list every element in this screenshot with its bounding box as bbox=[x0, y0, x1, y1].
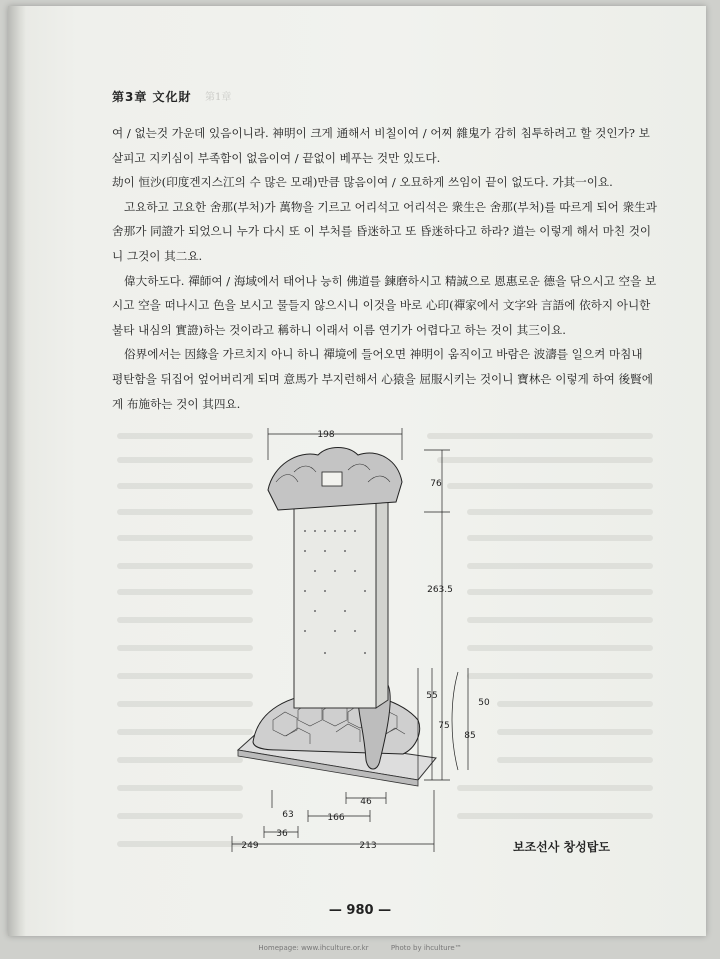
dim-foot: 36 bbox=[276, 829, 288, 839]
photo-credit bbox=[0, 944, 720, 952]
paragraph-1: 여 / 없는것 가운데 있음이니라. 神明이 크게 通해서 비칠이여 / 어찌 雜鬼가 감히 침투하려고 할 것인가? 보살피고 지키심이 부족함이 없음이여 / 끝없이 베푸는 것만 있도다. bbox=[112, 126, 650, 165]
bleed-through-heading: 第1章 bbox=[205, 92, 232, 103]
stele-shaft bbox=[294, 502, 376, 708]
figure-caption: 보조선사 창성탑도 bbox=[513, 840, 610, 854]
paragraph-5: 俗界에서는 因緣을 가르치지 아니 하니 禪境에 들어오면 神明이 움직이고 바람은 波濤를 일으켜 마침내 평탄함을 뒤집어 엎어버리게 되며 意馬가 부지런해서 心猿을 屈服시키는 것이니 寶林은 이렇게 하여 後賢에게 布施하는 것이 其四요. bbox=[112, 347, 653, 411]
dim-center-width: 166 bbox=[327, 813, 345, 823]
dim-top-width: 198 bbox=[317, 430, 335, 440]
dim-base-side: 85 bbox=[464, 731, 476, 741]
dim-body-height: 263.5 bbox=[427, 585, 453, 595]
chapter-heading: 第3章 文化財 bbox=[112, 90, 192, 104]
page-number: — 980 — bbox=[328, 903, 392, 918]
dim-base-total: 213 bbox=[359, 841, 377, 851]
dim-top-height: 76 bbox=[430, 479, 442, 489]
paragraph-3: 고요하고 고요한 舍那(부처)가 萬物을 기르고 어리석고 어리석은 衆生은 舍那(부처)를 따르게 되어 衆生과 舍那가 同證가 되었으니 누가 다시 또 이 부처를 昏迷하고 또 昏迷하다고 하라? 道는 이렇게 해서 마친 것이니 그것이 其二요. bbox=[112, 199, 657, 263]
dim-neck-width: 46 bbox=[360, 797, 372, 807]
dim-left-total: 249 bbox=[241, 841, 259, 851]
dim-neck: 55 bbox=[426, 691, 438, 701]
dim-base-height: 75 bbox=[438, 721, 450, 731]
paragraph-4: 偉大하도다. 禪師여 / 海域에서 태어나 능히 佛道를 鍊磨하시고 精誠으로 恩惠로운 德을 닦으시고 空을 보시고 空을 떠나시고 色을 보시고 물들지 않으시니 이것을 바로 心印(禪家에서 文字와 言語에 依하지 아니한 불타 내심의 實證)하는 것이라고 稱하니 이래서 이름 연기가 어렵다고 하는 것이 其三이요. bbox=[112, 273, 657, 337]
dim-head-height: 50 bbox=[478, 698, 490, 708]
photo-credit-text: Photo by ihculture™ bbox=[390, 944, 462, 952]
dim-corner: 63 bbox=[282, 810, 294, 820]
homepage-credit: Homepage: www.ihculture.or.kr bbox=[258, 944, 369, 952]
paragraph-2: 劫이 恒沙(印度겐지스江의 수 많은 모래)만큼 많음이여 / 오묘하게 쓰임이 끝이 없도다. 가其一이요. bbox=[112, 175, 613, 190]
stele-diagram bbox=[218, 420, 508, 860]
